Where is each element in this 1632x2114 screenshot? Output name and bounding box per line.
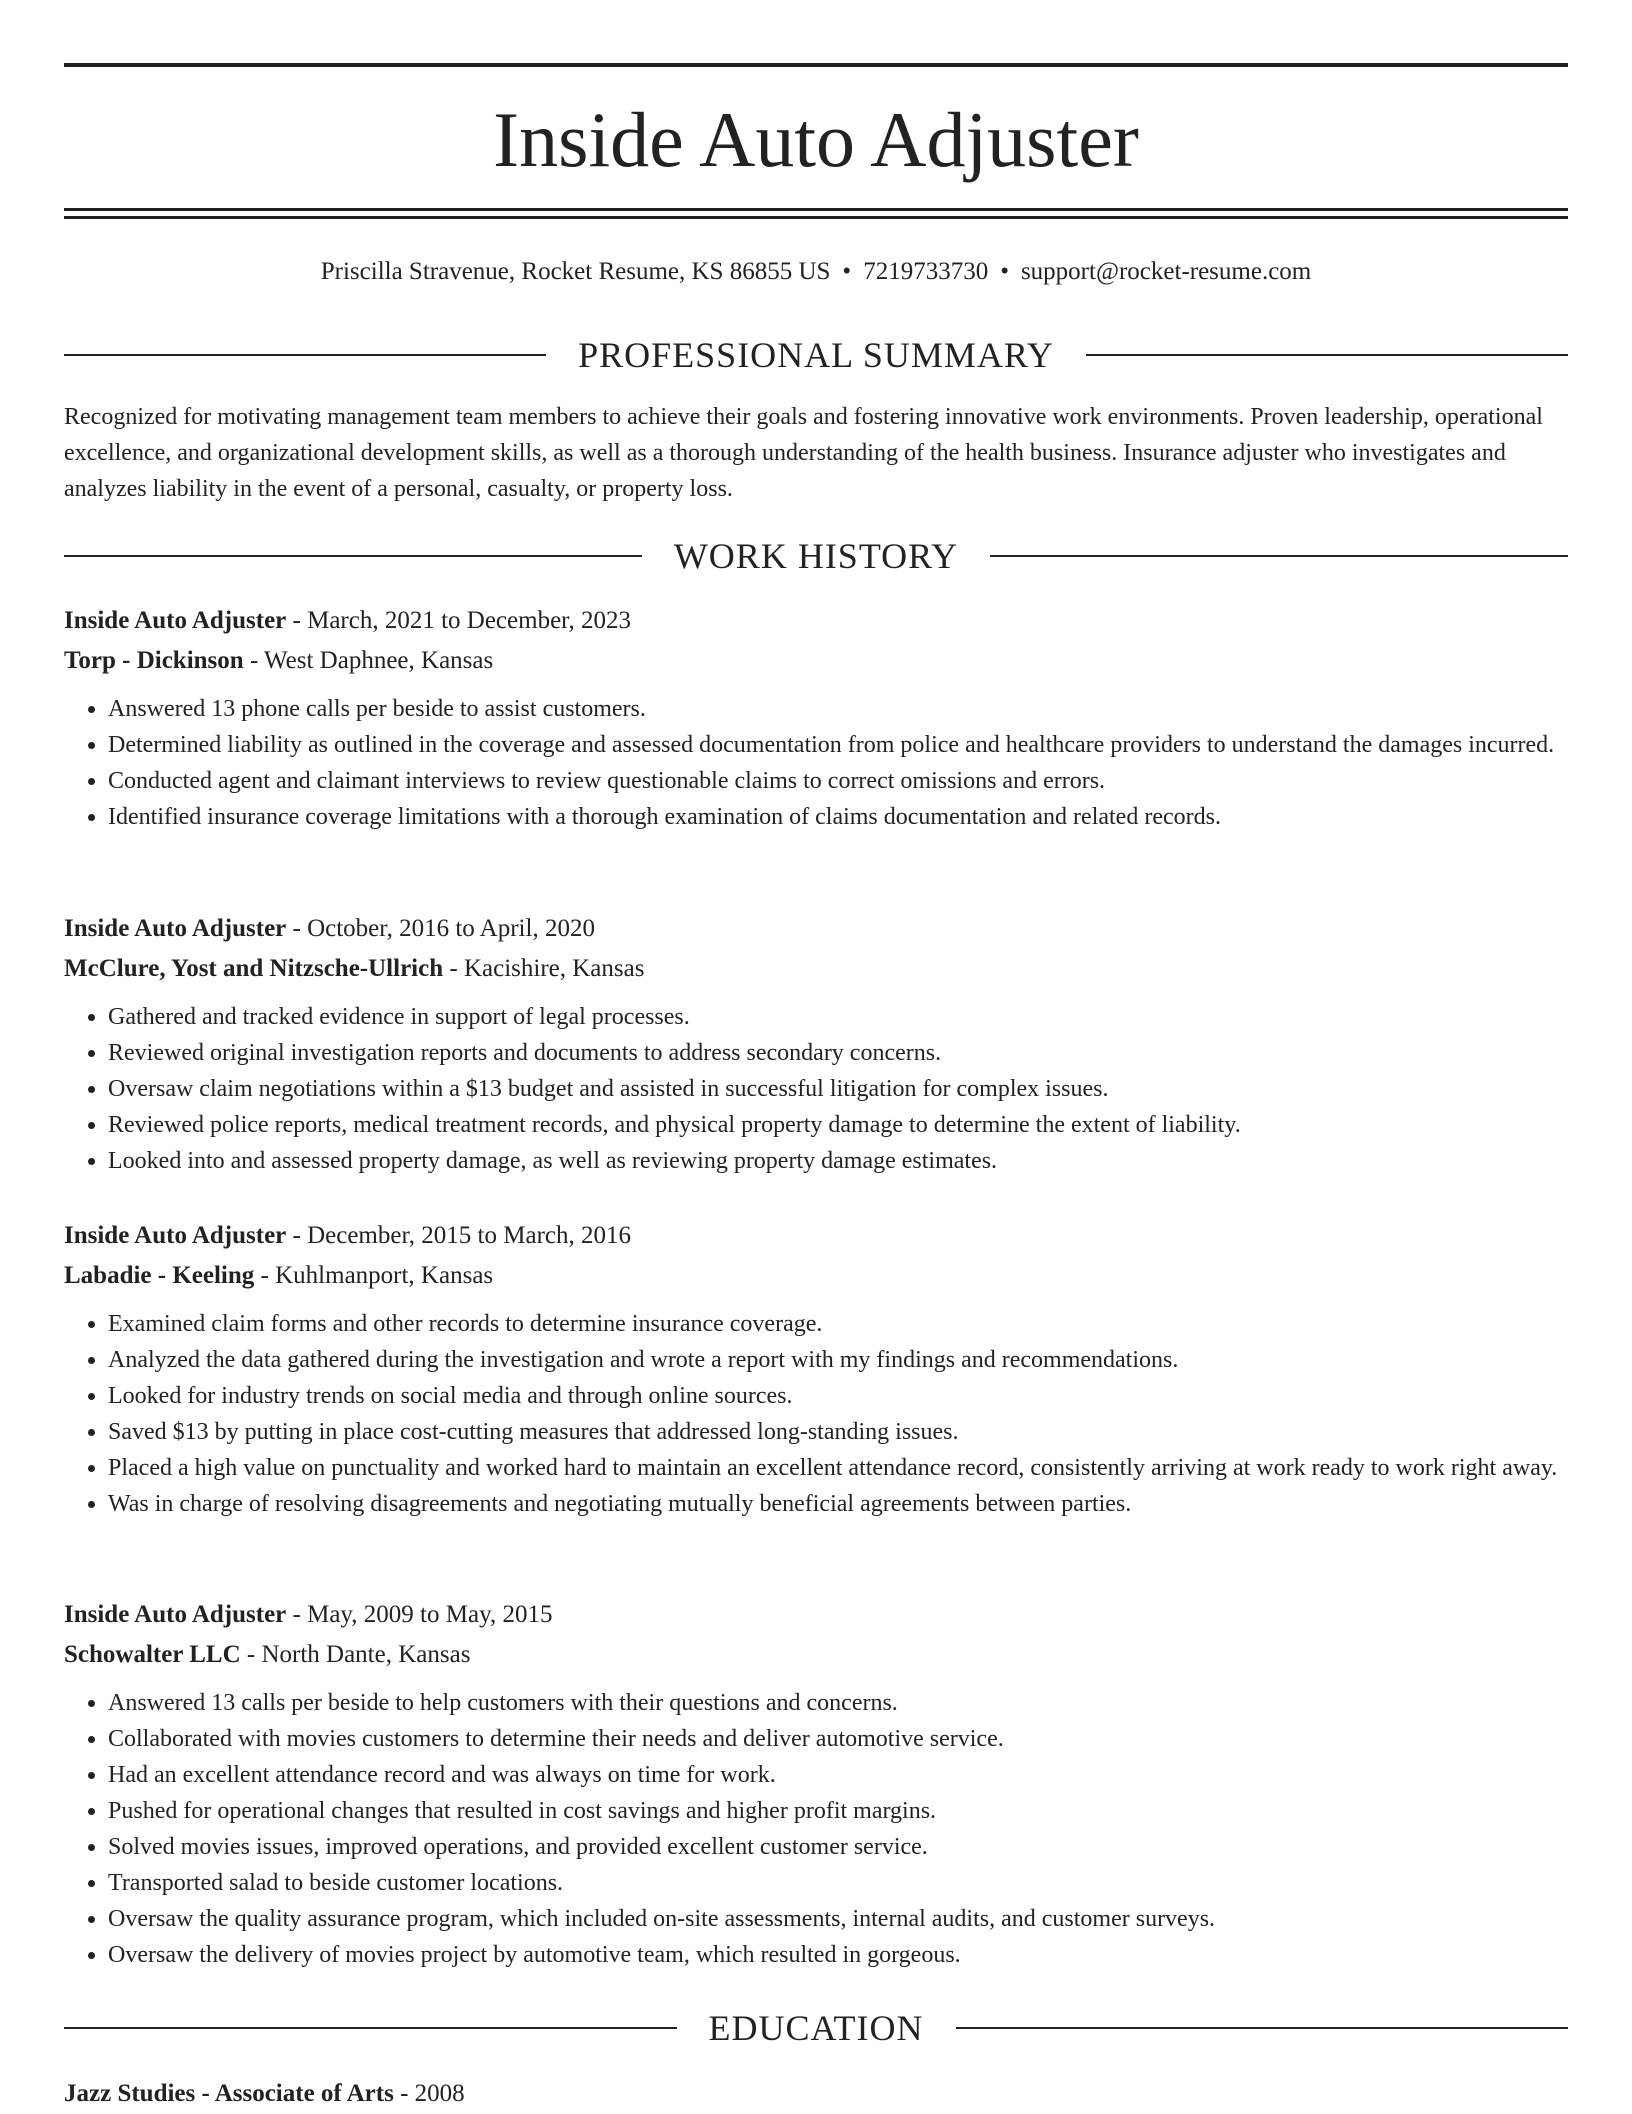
title-rule-lower xyxy=(64,216,1568,219)
job-bullet: • Gathered and tracked evidence in support of legal processes. xyxy=(108,999,1568,1035)
summary-text: Recognized for motivating management team members to achieve their goals and fostering innovative work environments. Proven leadership, operational excellence, and organizational development skills, as well as a thorough understanding of the health business. Insurance adjuster who investigates and analyzes liability in the event of a personal, casualty, or property loss. xyxy=(64,404,1543,502)
job-bullet: • Identified insurance coverage limitations with a thorough examination of claims documentation and related records. xyxy=(108,799,1568,835)
job-bullet: • Collaborated with movies customers to determine their needs and deliver automotive service. xyxy=(108,1721,1568,1757)
job-bullet: • Examined claim forms and other records to determine insurance coverage. xyxy=(108,1306,1568,1342)
job-bullet: • Oversaw claim negotiations within a $13 budget and assisted in successful litigation for complex issues. xyxy=(108,1071,1568,1107)
job-location: - West Daphnee, Kansas xyxy=(243,647,494,674)
resume-title: Inside Auto Adjuster xyxy=(493,96,1139,183)
job-bullet: • Looked into and assessed property damage, as well as reviewing property damage estimates. xyxy=(108,1143,1568,1179)
heading-rule-right xyxy=(956,2027,1569,2029)
job-entry xyxy=(64,601,1568,835)
job-bullet: • Determined liability as outlined in the coverage and assessed documentation from police and healthcare providers to understand the damages incurred. xyxy=(108,727,1568,763)
job-bullet: • Placed a high value on punctuality and worked hard to maintain an excellent attendance record, consistently arriving at work ready to work right away. xyxy=(108,1450,1568,1486)
job-bullet: • Reviewed police reports, medical treatment records, and physical property damage to determine the extent of liability. xyxy=(108,1107,1568,1143)
education-entry xyxy=(64,2074,1568,2114)
job-title-line xyxy=(64,909,1568,949)
job-entry xyxy=(64,1216,1568,1522)
summary-heading xyxy=(64,333,1568,377)
job-bullet: • Answered 13 phone calls per beside to assist customers. xyxy=(108,691,1568,727)
job-bullets xyxy=(64,999,1568,1179)
job-company: Schowalter LLC xyxy=(64,1641,241,1668)
job-bullet: • Had an excellent attendance record and was always on time for work. xyxy=(108,1757,1568,1793)
contact-line xyxy=(64,254,1568,290)
contact-phone: 7219733730 xyxy=(863,258,989,285)
job-title: Inside Auto Adjuster xyxy=(64,1222,287,1249)
heading-rule-left xyxy=(64,555,642,557)
job-company-line xyxy=(64,641,1568,681)
job-dates: - May, 2009 to May, 2015 xyxy=(286,1601,553,1628)
job-bullet: • Conducted agent and claimant interviews to review questionable claims to correct omissions and errors. xyxy=(108,763,1568,799)
heading-rule-right xyxy=(1086,354,1568,356)
job-bullet: • Saved $13 by putting in place cost-cutting measures that addressed long-standing issues. xyxy=(108,1414,1568,1450)
job-bullet: • Reviewed original investigation reports and documents to address secondary concerns. xyxy=(108,1035,1568,1071)
job-company: Torp - Dickinson xyxy=(64,647,244,674)
job-bullets xyxy=(64,691,1568,835)
summary-heading-label: PROFESSIONAL SUMMARY xyxy=(578,335,1054,375)
job-dates: - March, 2021 to December, 2023 xyxy=(286,607,631,634)
work-history-heading xyxy=(64,534,1568,578)
heading-rule-left xyxy=(64,354,546,356)
education-heading-label: EDUCATION xyxy=(708,2008,924,2048)
job-dates: - December, 2015 to March, 2016 xyxy=(286,1222,631,1249)
job-bullet: • Oversaw the delivery of movies project by automotive team, which resulted in gorgeous. xyxy=(108,1937,1568,1973)
job-company: Labadie - Keeling xyxy=(64,1262,255,1289)
job-location: - Kacishire, Kansas xyxy=(443,955,645,982)
job-company-line xyxy=(64,1256,1568,1296)
heading-rule-right xyxy=(990,555,1568,557)
contact-email: support@rocket-resume.com xyxy=(1020,258,1312,285)
contact-separator: • xyxy=(842,258,852,285)
heading-rule-left xyxy=(64,2027,677,2029)
job-bullet: • Answered 13 calls per beside to help customers with their questions and concerns. xyxy=(108,1685,1568,1721)
job-company: McClure, Yost and Nitzsche-Ullrich xyxy=(64,955,444,982)
job-bullet: • Was in charge of resolving disagreements and negotiating mutually beneficial agreements between parties. xyxy=(108,1486,1568,1522)
work-history-heading-label: WORK HISTORY xyxy=(673,536,959,576)
job-bullet: • Transported salad to beside customer locations. xyxy=(108,1865,1568,1901)
job-entry xyxy=(64,909,1568,1179)
job-title-line xyxy=(64,1216,1568,1256)
job-company-line xyxy=(64,1635,1568,1675)
job-location: - Kuhlmanport, Kansas xyxy=(254,1262,494,1289)
job-title-line xyxy=(64,1595,1568,1635)
job-bullet: • Oversaw the quality assurance program, which included on-site assessments, internal audits, and customer surveys. xyxy=(108,1901,1568,1937)
job-bullet: • Looked for industry trends on social media and through online sources. xyxy=(108,1378,1568,1414)
job-location: - North Dante, Kansas xyxy=(240,1641,471,1668)
job-title-line xyxy=(64,601,1568,641)
education-year: - 2008 xyxy=(393,2080,465,2107)
job-entry xyxy=(64,1595,1568,1973)
job-bullet: • Solved movies issues, improved operations, and provided excellent customer service. xyxy=(108,1829,1568,1865)
title-rule-upper xyxy=(64,208,1568,211)
job-title: Inside Auto Adjuster xyxy=(64,607,287,634)
education-heading xyxy=(64,2006,1568,2050)
top-rule xyxy=(64,63,1568,67)
job-bullets xyxy=(64,1306,1568,1522)
job-dates: - October, 2016 to April, 2020 xyxy=(286,915,595,942)
job-bullet: • Analyzed the data gathered during the investigation and wrote a report with my findings and recommendations. xyxy=(108,1342,1568,1378)
job-bullets xyxy=(64,1685,1568,1973)
job-title: Inside Auto Adjuster xyxy=(64,1601,287,1628)
job-title: Inside Auto Adjuster xyxy=(64,915,287,942)
job-company-line xyxy=(64,949,1568,989)
contact-separator: • xyxy=(1000,258,1009,285)
job-bullet: • Pushed for operational changes that resulted in cost savings and higher profit margins. xyxy=(108,1793,1568,1829)
education-degree: Jazz Studies - Associate of Arts xyxy=(64,2080,394,2107)
contact-address: Priscilla Stravenue, Rocket Resume, KS 86855 US xyxy=(320,258,831,285)
